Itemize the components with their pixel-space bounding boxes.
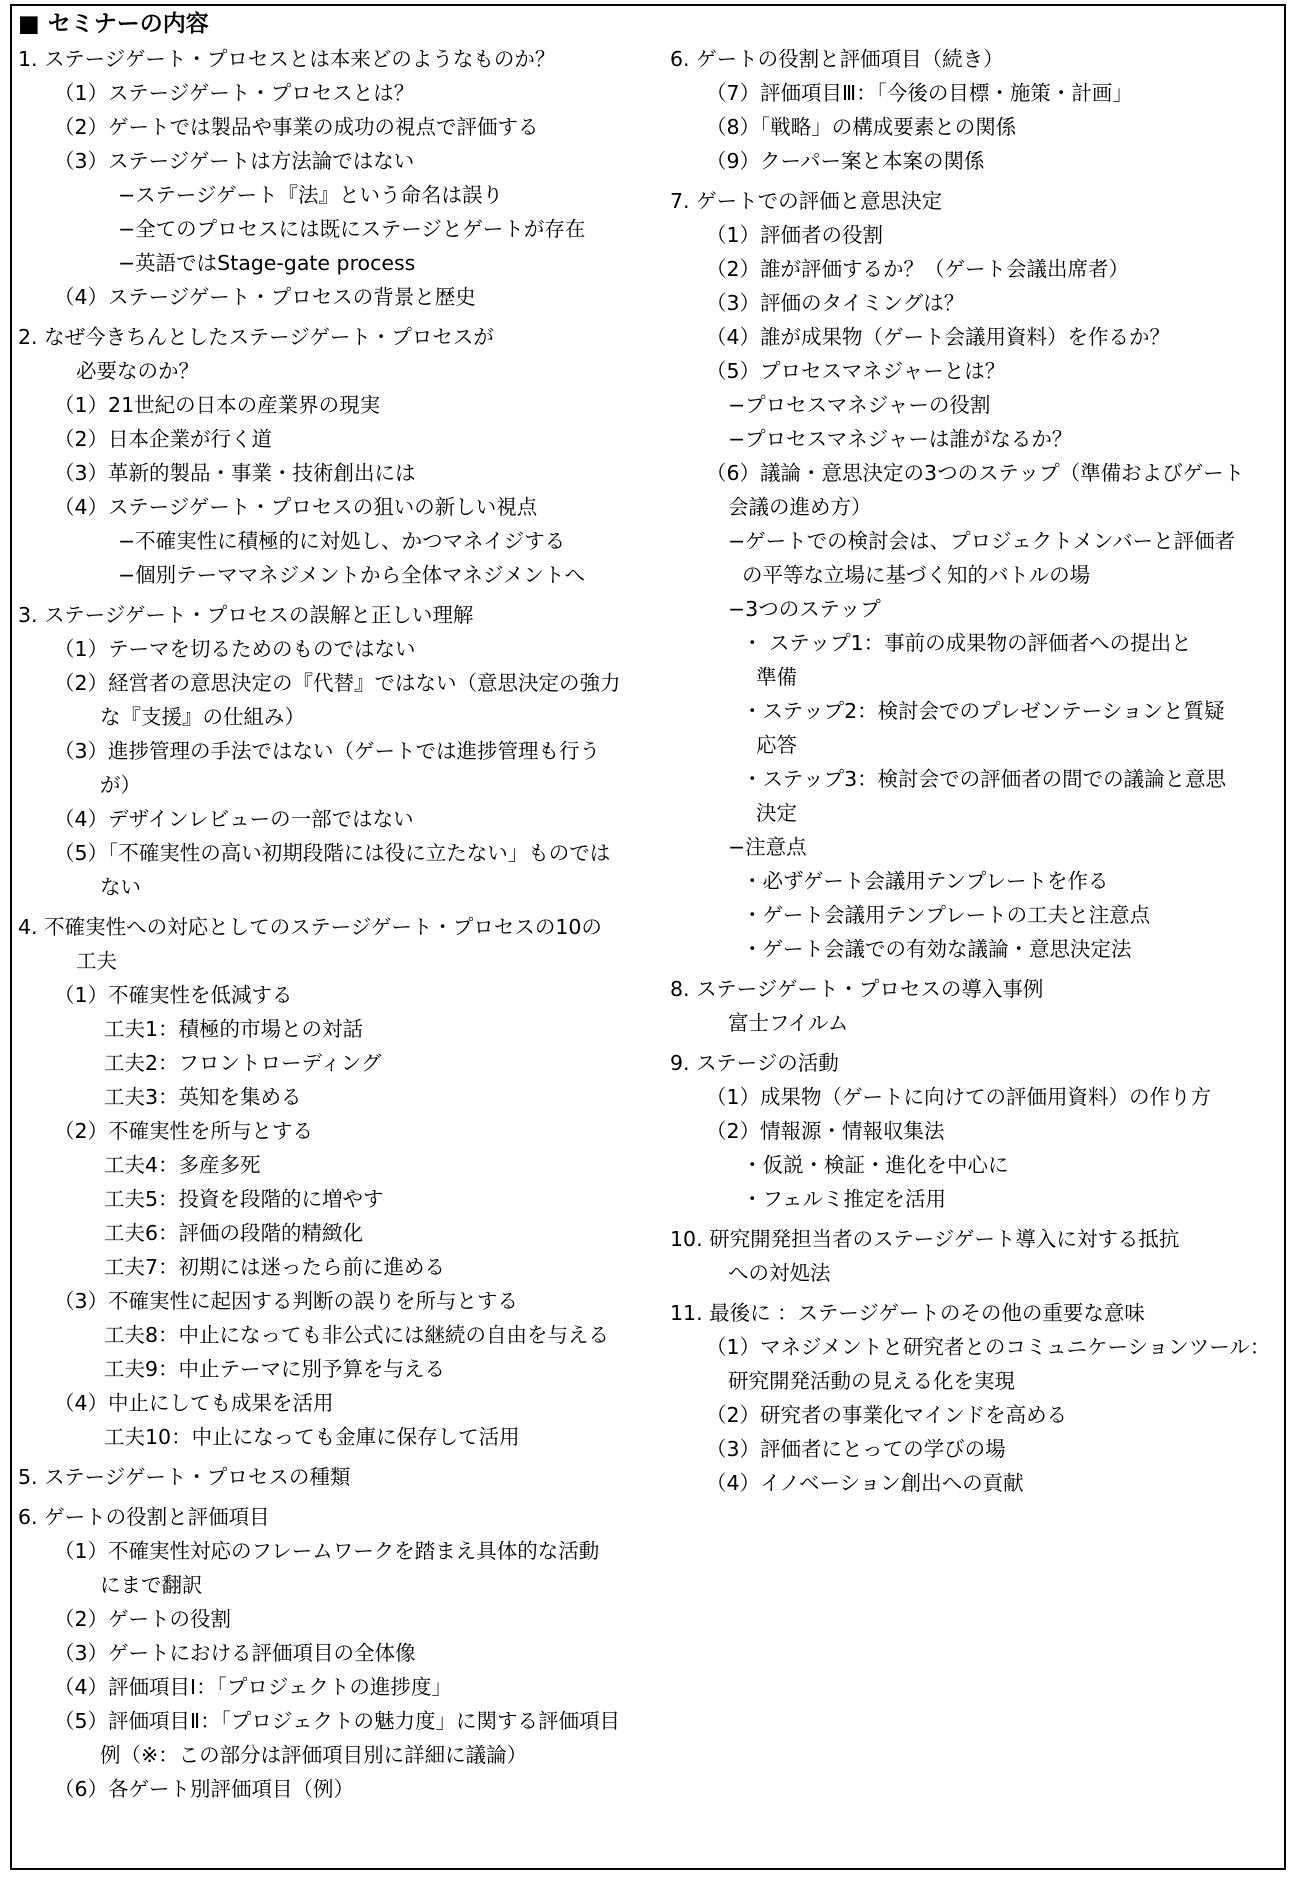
right-column: [670, 42, 1280, 1500]
left-column: [18, 42, 668, 1806]
outline-item: 研究開発活動の見える化を実現: [728, 1369, 1015, 1393]
outline-item: （3）ステージゲートは方法論ではない: [54, 149, 415, 173]
outline-item: −ゲートでの検討会は、プロジェクトメンバーと評価者: [728, 529, 1236, 553]
outline-item: −プロセスマネジャーの役割: [728, 393, 991, 417]
section-heading: 8. ステージゲート・プロセスの導入事例: [670, 977, 1044, 1001]
outline-item: −ステージゲート『法』という命名は誤り: [118, 183, 503, 207]
outline-item: （4）デザインレビューの一部ではない: [54, 807, 414, 831]
outline-item: ・必ずゲート会議用テンプレートを作る: [742, 869, 1109, 893]
outline-item: −英語ではStage-gate process: [118, 251, 416, 275]
outline-item: （9）クーパー案と本案の関係: [706, 149, 985, 173]
section-heading: 11. 最後に ：ステージゲートのその他の重要な意味: [670, 1301, 1145, 1325]
outline-item: （2）ゲートでは製品や事業の成功の視点で評価する: [54, 115, 539, 139]
outline-item: （1）不確実性対応のフレームワークを踏まえ具体的な活動: [54, 1539, 600, 1563]
outline-item: （4）ステージゲート・プロセスの背景と歴史: [54, 285, 476, 309]
outline-item: （4）ステージゲート・プロセスの狙いの新しい視点: [54, 495, 538, 519]
outline-item: （3）ゲートにおける評価項目の全体像: [54, 1641, 416, 1665]
outline-item: （1）不確実性を低減する: [54, 983, 293, 1007]
outline-item: −全てのプロセスには既にステージとゲートが存在: [118, 217, 586, 241]
outline-item: （1）21世紀の日本の産業界の現実: [54, 393, 381, 417]
outline-item: （1）テーマを切るためのものではない: [54, 637, 416, 661]
outline-item: −プロセスマネジャーは誰がなるか？: [728, 427, 1073, 451]
outline-item: 工夫8：中止になっても非公式には継続の自由を与える: [104, 1323, 610, 1347]
outline-item: が）: [100, 773, 141, 797]
outline-item: （2）ゲートの役割: [54, 1607, 232, 1631]
outline-item: （2）誰が評価するか？（ゲート会議出席者）: [706, 257, 1130, 281]
outline-item: の平等な立場に基づく知的バトルの場: [742, 563, 1091, 587]
outline-item: 工夫2：フロントローディング: [104, 1051, 382, 1075]
outline-item: ・ゲート会議用テンプレートの工夫と注意点: [742, 903, 1151, 927]
outline-item: ・仮説・検証・進化を中心に: [742, 1153, 1009, 1177]
outline-item: （5）評価項目Ⅱ：「プロジェクトの魅力度」に関する評価項目: [54, 1709, 620, 1733]
outline-item: ・ ステップ1：事前の成果物の評価者への提出と: [742, 631, 1192, 655]
outline-item: にまで翻訳: [100, 1573, 203, 1597]
section-heading: 2. なぜ今きちんとしたステージゲート・プロセスが: [18, 325, 494, 349]
page-title: ■ セミナーの内容: [18, 11, 209, 37]
outline-item: への対処法: [728, 1261, 831, 1285]
outline-item: −3つのステップ: [728, 597, 881, 621]
outline-item: ない: [100, 875, 141, 899]
outline-item: ・ステップ2：検討会でのプレゼンテーションと質疑: [742, 699, 1225, 723]
outline-item: 工夫6：評価の段階的精緻化: [104, 1221, 364, 1245]
outline-item: 富士フイルム: [728, 1011, 849, 1035]
outline-item: 工夫5：投資を段階的に増やす: [104, 1187, 384, 1211]
outline-item: （4）誰が成果物（ゲート会議用資料）を作るか？: [706, 325, 1171, 349]
outline-item: （5）プロセスマネジャーとは？: [706, 359, 1006, 383]
outline-item: な『支援』の仕組み）: [100, 705, 305, 729]
outline-item: −注意点: [728, 835, 807, 859]
outline-item: 工夫4：多産多死: [104, 1153, 261, 1177]
section-heading: 5. ステージゲート・プロセスの種類: [18, 1465, 351, 1489]
outline-item: ・ゲート会議での有効な議論・意思決定法: [742, 937, 1132, 961]
outline-item: （2）日本企業が行く道: [54, 427, 273, 451]
outline-item: （3）評価者にとっての学びの場: [706, 1437, 1006, 1461]
outline-item: （4）中止にしても成果を活用: [54, 1391, 334, 1415]
outline-item: （3）進捗管理の手法ではない（ゲートでは進捗管理も行う: [54, 739, 601, 763]
outline-item: （8）「戦略」の構成要素との関係: [706, 115, 1017, 139]
outline-item: （7）評価項目Ⅲ：「今後の目標・施策・計画」: [706, 81, 1133, 105]
outline-item: （3）評価のタイミングは？: [706, 291, 965, 315]
outline-item: 会議の進め方）: [728, 495, 872, 519]
outline-item: 工夫7：初期には迷ったら前に進める: [104, 1255, 446, 1279]
outline-item: （6）議論・意思決定の3つのステップ（準備およびゲート: [706, 461, 1245, 485]
outline-item: 工夫1：積極的市場との対話: [104, 1017, 364, 1041]
outline-item: （2）研究者の事業化マインドを高める: [706, 1403, 1068, 1427]
outline-item: 工夫3：英知を集める: [104, 1085, 302, 1109]
outline-item: 応答: [756, 733, 797, 757]
outline-item: 工夫10：中止になっても金庫に保存して活用: [104, 1425, 520, 1449]
outline-item: （5）「不確実性の高い初期段階には役に立たない」ものでは: [54, 841, 611, 865]
outline-item: ・フェルミ推定を活用: [742, 1187, 946, 1211]
outline-item: 工夫: [76, 949, 117, 973]
outline-item: （2）不確実性を所与とする: [54, 1119, 314, 1143]
section-heading: 3. ステージゲート・プロセスの誤解と正しい理解: [18, 603, 474, 627]
outline-item: （1）評価者の役割: [706, 223, 884, 247]
section-heading: 7. ゲートでの評価と意思決定: [670, 189, 943, 213]
section-heading: 6. ゲートの役割と評価項目（続き）: [670, 47, 1004, 71]
outline-item: （2）情報源・情報収集法: [706, 1119, 945, 1143]
outline-item: （1）成果物（ゲートに向けての評価用資料）の作り方: [706, 1085, 1212, 1109]
outline-item: （6）各ゲート別評価項目（例）: [54, 1777, 355, 1801]
outline-item: 工夫9：中止テーマに別予算を与える: [104, 1357, 446, 1381]
outline-item: 準備: [756, 665, 797, 689]
outline-item: （1）ステージゲート・プロセスとは？: [54, 81, 415, 105]
outline-item: （1）マネジメントと研究者とのコミュニケーションツール：: [706, 1335, 1271, 1359]
section-heading: 1. ステージゲート・プロセスとは本来どのようなものか？: [18, 47, 556, 71]
outline-item: （3）革新的製品・事業・技術創出には: [54, 461, 416, 485]
section-heading: 9. ステージの活動: [670, 1051, 839, 1075]
section-heading: 6. ゲートの役割と評価項目: [18, 1505, 270, 1529]
section-heading: 10. 研究開発担当者のステージゲート導入に対する抵抗: [670, 1227, 1180, 1251]
outline-item: （4）イノベーション創出への貢献: [706, 1471, 1024, 1495]
outline-item: （2）経営者の意思決定の『代替』ではない（意思決定の強力: [54, 671, 621, 695]
section-heading: 4. 不確実性への対応としてのステージゲート・プロセスの10の: [18, 915, 602, 939]
outline-item: −不確実性に積極的に対処し、かつマネイジする: [118, 529, 566, 553]
outline-item: （4）評価項目Ⅰ：「プロジェクトの進捗度」: [54, 1675, 452, 1699]
outline-item: 必要なのか？: [76, 359, 199, 383]
outline-item: （3）不確実性に起因する判断の誤りを所与とする: [54, 1289, 519, 1313]
outline-item: 決定: [756, 801, 797, 825]
outline-item: 例（※：この部分は評価項目別に詳細に議論）: [100, 1743, 528, 1767]
outline-item: −個別テーママネジメントから全体マネジメントへ: [118, 563, 585, 587]
outline-item: ・ステップ3：検討会での評価者の間での議論と意思: [742, 767, 1227, 791]
